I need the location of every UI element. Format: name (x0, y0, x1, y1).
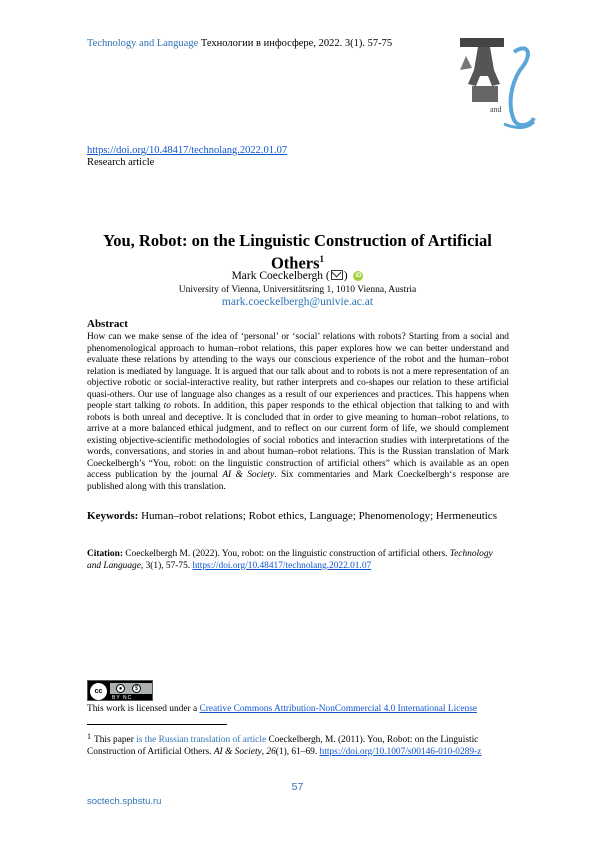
author-name: Mark Coeckelbergh ( (231, 270, 330, 282)
journal-logo (458, 36, 536, 132)
logo-bar-top (460, 38, 504, 47)
footnote-mark: 1 (87, 732, 91, 741)
footnote-tail: (1), 61–69. (275, 746, 320, 757)
abstract-text-3: . Six commentaries and Mark Coeckelbergh‘s response are published along with this translation. (87, 470, 509, 492)
envelope-icon[interactable] (331, 270, 343, 280)
footnote-sep: , (261, 746, 267, 757)
logo-and-text: and (490, 105, 502, 114)
logo-base (472, 86, 498, 102)
citation-journal: Technology and Language (87, 549, 493, 571)
running-header (87, 38, 392, 49)
article-type: Research article (87, 157, 155, 168)
cc-badge-text: BY NC (112, 695, 133, 701)
footnote-journal: AI & Society (213, 746, 262, 757)
title-footnote-mark[interactable]: 1 (319, 254, 325, 264)
keywords (87, 510, 509, 523)
logo-arm (460, 56, 472, 70)
article-title (87, 231, 508, 273)
abstract-body (87, 332, 509, 493)
footnote-text-a: This paper (94, 735, 137, 745)
cc-logo-icon: cc (90, 683, 107, 700)
license-link[interactable]: Creative Commons Attribution-NonCommercial 4.0 International License (199, 704, 478, 714)
citation-doi-link[interactable]: https://doi.org/10.48417/technolang.2022.01.07 (192, 560, 372, 571)
abstract-italic-1: to (163, 401, 171, 411)
footnote-rule (87, 724, 227, 725)
cc-license-badge[interactable] (87, 680, 153, 701)
abstract-italic-2: AI & Society (222, 470, 275, 480)
logo-letter-l (511, 48, 534, 125)
footnote-text-b: is the Russian translation of article (136, 735, 269, 745)
keywords-label: Keywords: (87, 510, 139, 522)
orcid-icon[interactable]: iD (355, 273, 362, 280)
article-title-text: You, Robot: on the Linguistic Construction of Artificial Others (103, 231, 492, 273)
cc-nc-icon: $ (132, 684, 141, 693)
footnote-text-c: Coeckelbergh, M. (2011). You, Robot: on the Linguistic Construction of Artificial Others. (87, 735, 479, 757)
journal-reference-ru: Технологии в инфосфере, 2022. 3(1). 57-75 (200, 38, 393, 49)
author-email[interactable]: mark.coeckelbergh@univie.ac.at (221, 296, 374, 308)
journal-name-en: Technology and Language (87, 38, 199, 49)
abstract-heading: Abstract (87, 318, 128, 330)
site-url[interactable]: soctech.spbstu.ru (87, 796, 162, 807)
license-prefix: This work is licensed under a (87, 704, 200, 714)
page-number: 57 (291, 781, 304, 793)
footnote-volume: 26 (266, 746, 276, 757)
citation-text: Coeckelbergh M. (2022). You, robot: on the linguistic construction of artificial others. (122, 549, 450, 559)
citation-label: Citation: (87, 549, 123, 559)
license-statement (87, 704, 477, 714)
abstract-text-2: robots. In addition, this paper responds to the ethical objection that talking to and with robots is both unreal and deceptive. It is concluded that in order to give meaning to human–robot relations, to arrive at a more balanced ethical judgment, and to reflect on our current form of life, we should complement existing objective-scientific methodologies of social robotics and interaction studies with interpretations of the words, conversations, and stories in and about human–robot relations. This is the Russian translation of Mark Coeckelbergh’s “You, robot: on the linguistic construction of artificial others” which is available as an open access publication by the journal (87, 401, 510, 480)
doi-link[interactable]: https://doi.org/10.48417/technolang.2022.01.07 (87, 145, 288, 156)
footnote-doi-link[interactable]: https://doi.org/10.1007/s00146-010-0289-z (319, 746, 482, 757)
cc-by-icon: ● (116, 684, 125, 693)
logo-figure (468, 47, 500, 86)
keywords-text: Human–robot relations; Robot ethics, Language; Phenomenology; Hermeneutics (138, 510, 497, 522)
abstract-text-1: How can we make sense of the idea of ‘personal’ or ‘social’ relations with robots? Starting from a social and phenomenological approach to human–robot relations, this paper explores how we can better understand and evaluate these relations by attending to the ways our conscious experience of the robot and the human–robot relation is mediated by language. It is argued that our talk about and to robots is not a mere representation of an objective robotic or social-interactive reality, but rather interprets and co-shapes our relation to these artificial quasi-others. Our use of language also changes as a result of our experiences and practices. This happens when people start talking (87, 332, 509, 411)
author-affiliation: University of Vienna, Universitätsring 1, 1010 Vienna, Austria (178, 285, 417, 295)
citation-tail: , 3(1), 57-75. (140, 560, 193, 571)
author-paren-close: ) (343, 270, 348, 282)
citation (87, 549, 509, 572)
footnote (87, 731, 509, 758)
author-line (87, 270, 508, 282)
